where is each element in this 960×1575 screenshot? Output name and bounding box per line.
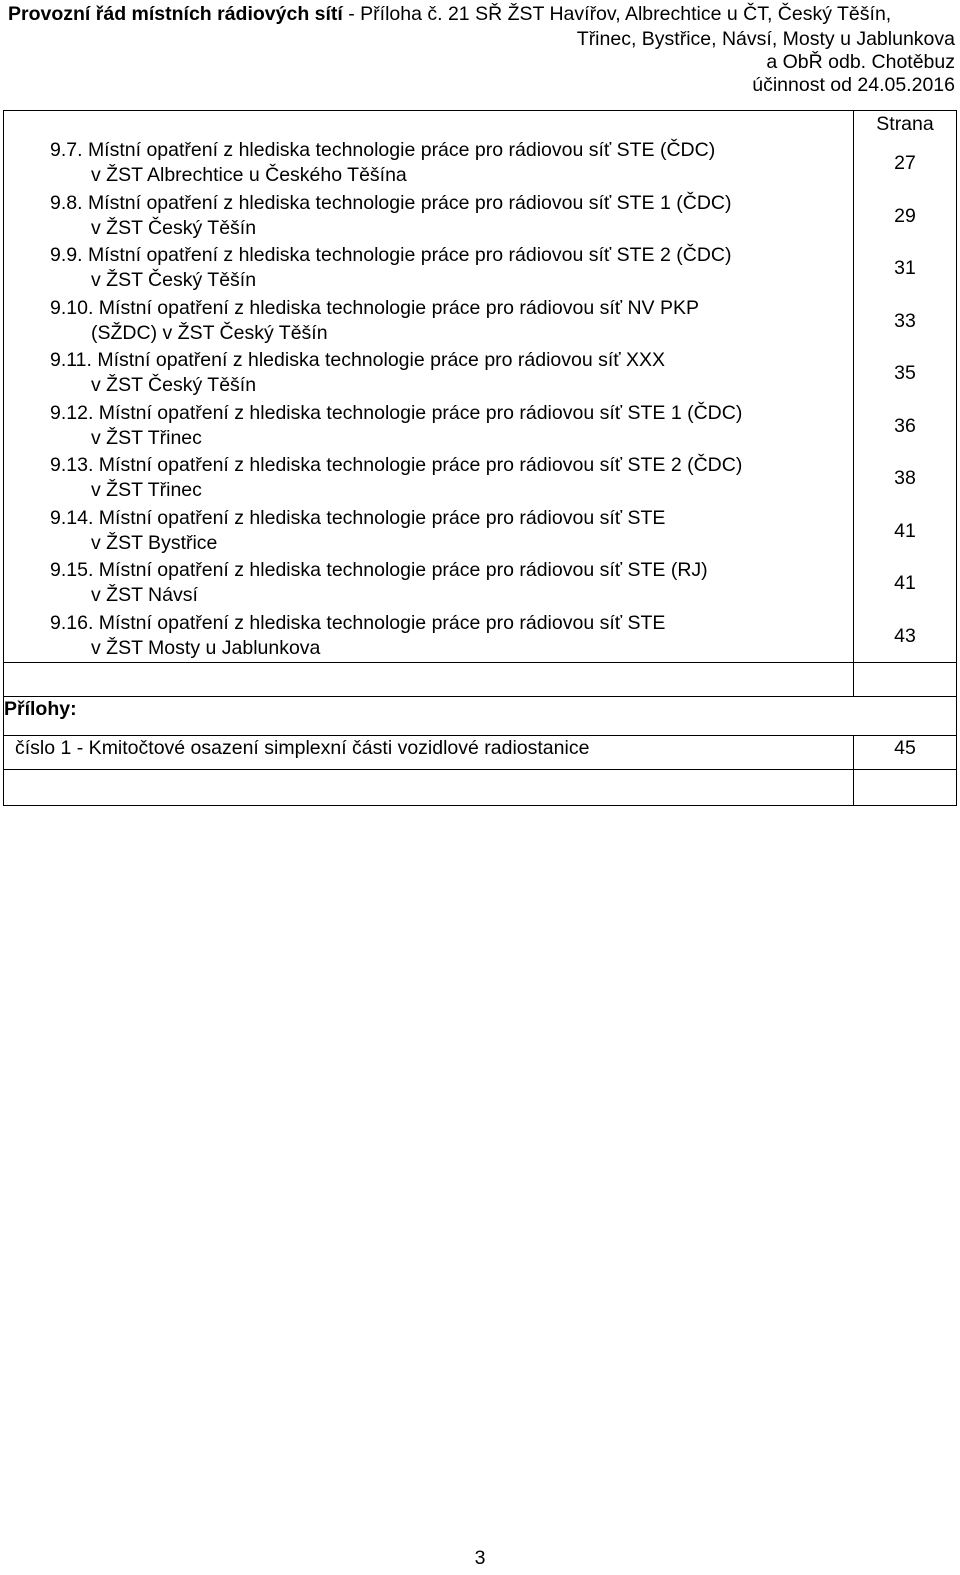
toc-entry-location: v ŽST Třinec bbox=[91, 426, 202, 449]
toc-entry-location: v ŽST Český Těšín bbox=[91, 216, 257, 239]
toc-entry-page: 33 bbox=[894, 309, 916, 332]
toc-entry-page-slot bbox=[854, 400, 956, 453]
toc-titles-cell bbox=[4, 111, 854, 663]
header-title-bold: Provozní řád místních rádiových sítí bbox=[8, 3, 343, 25]
blank-row bbox=[4, 770, 957, 806]
appendix-row bbox=[4, 736, 957, 770]
toc-entry-page: 27 bbox=[894, 152, 916, 174]
toc-entry-page-slot bbox=[854, 190, 956, 243]
toc-title-list bbox=[4, 137, 853, 662]
toc-entry-location: v ŽST Návsí bbox=[91, 584, 198, 606]
toc-entry bbox=[4, 295, 853, 348]
toc-entry-title: 9.16. Místní opatření z hlediska technologie práce pro rádiovou síť STE bbox=[50, 611, 666, 634]
blank-cell bbox=[854, 770, 957, 806]
toc-entry bbox=[4, 505, 853, 558]
toc-entry-page-slot bbox=[854, 452, 956, 505]
toc-entry bbox=[4, 242, 853, 295]
toc-entry-title: 9.15. Místní opatření z hlediska technologie práce pro rádiovou síť STE (RJ) bbox=[50, 559, 708, 581]
toc-entry bbox=[4, 610, 853, 663]
toc-entry-page: 41 bbox=[894, 519, 916, 542]
toc-entry bbox=[4, 400, 853, 453]
appendix-title: číslo 1 - Kmitočtové osazení simplexní části vozidlové radiostanice bbox=[4, 736, 854, 770]
page-number: 3 bbox=[474, 1547, 486, 1569]
toc-pages-cell bbox=[854, 111, 957, 663]
blank-cell bbox=[4, 770, 854, 806]
appendices-heading: Přílohy: bbox=[4, 697, 957, 736]
toc-entry bbox=[4, 452, 853, 505]
toc-entry-title: 9.7. Místní opatření z hlediska technologie práce pro rádiovou síť STE (ČDC) bbox=[50, 139, 716, 161]
toc-entry-location: (SŽDC) v ŽST Český Těšín bbox=[91, 321, 328, 344]
toc-entry-page-slot bbox=[854, 347, 956, 400]
header-line-3: a ObŘ odb. Chotěbuz bbox=[766, 51, 955, 73]
blank-cell bbox=[4, 663, 854, 697]
header-title bbox=[8, 3, 891, 26]
toc-page-list bbox=[854, 137, 956, 662]
toc-entry-location: v ŽST Albrechtice u Českého Těšína bbox=[91, 164, 407, 186]
page-column-header: Strana bbox=[876, 113, 934, 135]
toc-entry-title: 9.12. Místní opatření z hlediska technologie práce pro rádiovou síť STE 1 (ČDC) bbox=[50, 401, 743, 424]
header-title-rest: - Příloha č. 21 SŘ ŽST Havířov, Albrechtice u ČT, Český Těšín, bbox=[342, 3, 892, 25]
toc-entry-location: v ŽST Český Těšín bbox=[91, 269, 257, 291]
toc-entry-location: v ŽST Český Těšín bbox=[91, 374, 257, 396]
appendix-page: 45 bbox=[854, 736, 957, 770]
toc-entry-title: 9.13. Místní opatření z hlediska technologie práce pro rádiovou síť STE 2 (ČDC) bbox=[50, 454, 743, 476]
toc-entry-title: 9.10. Místní opatření z hlediska technologie práce pro rádiovou síť NV PKP bbox=[50, 296, 700, 319]
blank-row bbox=[4, 663, 957, 697]
toc-entry-page-slot bbox=[854, 505, 956, 558]
toc-entry-location: v ŽST Třinec bbox=[91, 479, 202, 501]
toc-entry-page-slot bbox=[854, 295, 956, 348]
toc-entry-page: 31 bbox=[894, 257, 916, 279]
toc-entry bbox=[4, 137, 853, 190]
toc-entry-location: v ŽST Mosty u Jablunkova bbox=[91, 636, 321, 659]
toc-entry-page: 35 bbox=[894, 362, 916, 384]
table-of-contents bbox=[3, 110, 957, 806]
toc-entry bbox=[4, 347, 853, 400]
toc-entries-row bbox=[4, 111, 957, 663]
toc-entry bbox=[4, 557, 853, 610]
header-line-2: Třinec, Bystřice, Návsí, Mosty u Jablunkova bbox=[576, 28, 955, 50]
blank-cell bbox=[854, 663, 957, 697]
toc-entry-page: 43 bbox=[894, 624, 916, 647]
toc-entry bbox=[4, 190, 853, 243]
toc-entry-title: 9.14. Místní opatření z hlediska technologie práce pro rádiovou síť STE bbox=[50, 506, 666, 529]
toc-entry-location: v ŽST Bystřice bbox=[91, 531, 218, 554]
toc-entry-title: 9.9. Místní opatření z hlediska technologie práce pro rádiovou síť STE 2 (ČDC) bbox=[50, 244, 732, 266]
toc-entry-title: 9.11. Místní opatření z hlediska technologie práce pro rádiovou síť XXX bbox=[50, 349, 666, 371]
appendices-heading-row bbox=[4, 697, 957, 736]
toc-entry-title: 9.8. Místní opatření z hlediska technologie práce pro rádiovou síť STE 1 (ČDC) bbox=[50, 191, 732, 214]
toc-entry-page: 29 bbox=[894, 204, 916, 227]
toc-entry-page-slot bbox=[854, 557, 956, 610]
toc-entry-page: 36 bbox=[894, 414, 916, 437]
toc-entry-page-slot bbox=[854, 242, 956, 295]
toc-entry-page: 38 bbox=[894, 467, 916, 489]
toc-entry-page-slot bbox=[854, 610, 956, 663]
header-effective-date: účinnost od 24.05.2016 bbox=[752, 74, 955, 96]
toc-entry-page-slot bbox=[854, 137, 956, 190]
toc-entry-page: 41 bbox=[894, 572, 916, 594]
